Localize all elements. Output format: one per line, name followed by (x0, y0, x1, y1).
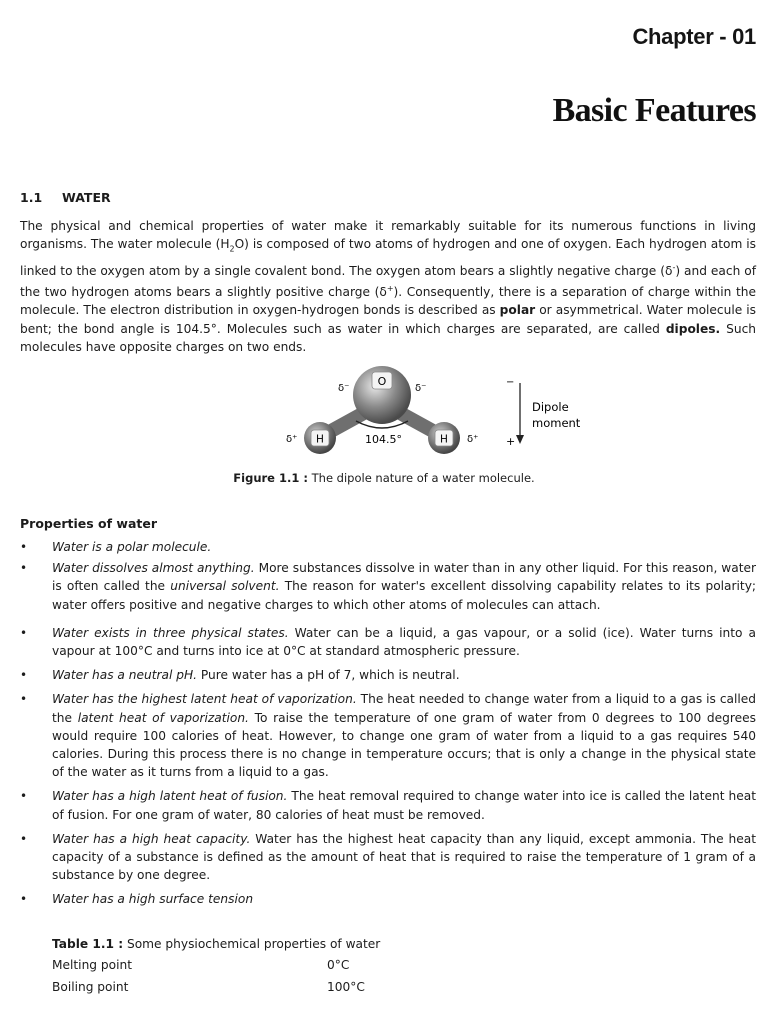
bullet-icon: • (20, 831, 28, 846)
item-text: Water can be a liquid, a gas vapour, or a solid (ice). Water turns into a vapour at 100°C and turns into ice at 0°C at standard atmospheric pressure. (52, 625, 756, 659)
item-lead: Water has the highest latent heat of vaporization. (52, 692, 357, 707)
list-item (20, 690, 756, 781)
dipole-plus-sign: + (506, 435, 516, 448)
bullet-icon: • (20, 692, 28, 707)
intro-text-5: or asymmetrical. Water molecule is bent; the bond angle is 104.5°. Molecules such as water in which charges are separated, are called (20, 303, 756, 336)
term-polar: polar (499, 303, 536, 318)
oxygen-label: O (377, 375, 387, 388)
item-text: Pure water has a pH of 7, which is neutral. (197, 668, 460, 683)
section-number: 1.1 (20, 190, 43, 205)
bullet-icon: • (20, 789, 28, 804)
item-lead: Water has a high heat capacity. (52, 831, 251, 846)
list-item (20, 624, 756, 660)
item-lead: Water exists in three physical states. (52, 625, 289, 640)
item-text-2: To raise the temperature of one gram of water from 0 degrees to 100 degrees would require 100 calories of heat. However, to change one gram of water from a liquid to a gas requires 540 calories. During this process there is no change in temperature occurs; that is only a change in the physical state of the water as it turns from a liquid to a gas. (52, 710, 756, 780)
bullet-icon: • (20, 540, 28, 554)
bullet-icon: • (20, 668, 28, 683)
term-dipoles: dipoles. (665, 321, 721, 336)
list-item (20, 538, 756, 556)
delta-plus-left: δ⁺ (286, 434, 298, 445)
figure-caption (0, 471, 768, 485)
properties-list (20, 538, 756, 909)
intro-text-3: ) and each of the two hydrogen atoms bears a slightly positive charge (δ (20, 263, 756, 300)
water-molecule-figure (270, 365, 600, 465)
table-cell-value: 0°C (327, 958, 350, 972)
figure-caption-text: The dipole nature of a water molecule. (307, 471, 535, 485)
superscript-minus: - (672, 262, 676, 272)
intro-text-4: ). Consequently, there is a separation of charge within the molecule. The electron distribution in oxygen-hydrogen bonds is described as (20, 285, 756, 318)
superscript-plus: + (386, 284, 394, 294)
hydrogen-label-left: H (316, 433, 324, 446)
list-item (20, 787, 756, 823)
figure-caption-label: Figure 1.1 : (233, 471, 308, 485)
table-cell-property: Boiling point (52, 980, 129, 994)
dipole-minus-sign: − (506, 377, 515, 388)
bullet-icon: • (20, 561, 28, 576)
item-emphasis: universal solvent. (170, 579, 280, 594)
delta-plus-right: δ⁺ (467, 434, 479, 445)
list-item (20, 890, 756, 908)
item-text: Water has the highest heat capacity than any liquid, except ammonia. The heat capacity of a substance is defined as the amount of heat that is required to raise the temperature of 1 gram of a substance by one degree. (52, 831, 756, 883)
item-text-2: The reason for water's excellent dissolving capability relates to its polarity; water offers positive and negative charges to which other atoms of molecules can attach. (52, 579, 757, 612)
list-item (20, 559, 756, 614)
item-lead: Water has a high surface tension (52, 892, 254, 907)
intro-text-1: The physical and chemical properties of water make it remarkably suitable for its numerous functions in living organisms. The water molecule (H (20, 219, 756, 252)
item-lead: Water has a high latent heat of fusion. (52, 789, 288, 804)
bullet-icon: • (20, 625, 28, 640)
bond-angle-label: 104.5° (365, 433, 402, 446)
section-title: WATER (62, 190, 111, 205)
intro-text-2: O) is composed of two atoms of hydrogen and one of oxygen. Each hydrogen atom is linked to the oxygen atom by a single covalent bond. The oxygen atom bears a slightly negative charge (δ (20, 237, 756, 278)
delta-minus-left: δ⁻ (338, 383, 350, 394)
chapter-title: Basic Features (552, 92, 756, 129)
table-cell-property: Melting point (52, 958, 132, 972)
item-lead: Water has a neutral pH. (52, 668, 198, 683)
item-lead: Water is a polar molecule. (52, 540, 212, 554)
delta-minus-right: δ⁻ (415, 383, 427, 394)
list-item (20, 830, 756, 885)
subscript-2: 2 (229, 244, 235, 254)
intro-paragraph (20, 217, 756, 356)
table-row (52, 954, 472, 976)
table-cell-value: 100°C (327, 980, 365, 994)
item-emphasis: latent heat of vaporization. (77, 710, 249, 725)
section-heading (20, 190, 111, 205)
item-lead: Water dissolves almost anything. (52, 561, 255, 576)
dipole-label-line1: Dipole (532, 400, 569, 414)
table-caption-label: Table 1.1 : (52, 937, 124, 951)
dipole-arrow-head (516, 435, 524, 444)
bullet-icon: • (20, 892, 28, 907)
chapter-label: Chapter - 01 (632, 24, 756, 49)
list-item (20, 666, 756, 684)
table-row (52, 976, 472, 998)
water-molecule-diagram (270, 365, 600, 465)
hydrogen-label-right: H (440, 433, 448, 446)
item-text: More substances dissolve in water than in any other liquid. For this reason, water is often called the (52, 561, 756, 594)
item-text: The heat needed to change water from a liquid to a gas is called the (52, 692, 756, 725)
properties-heading: Properties of water (20, 516, 158, 531)
intro-text-6: Such molecules have opposite charges on two ends. (20, 321, 756, 354)
table-caption-text: Some physiochemical properties of water (123, 937, 381, 951)
table-caption (52, 934, 472, 954)
properties-table (52, 934, 472, 998)
dipole-label-line2: moment (532, 416, 581, 430)
item-text: The heat removal required to change water into ice is called the latent heat of fusion. For one gram of water, 80 calories of heat must be removed. (52, 789, 756, 822)
